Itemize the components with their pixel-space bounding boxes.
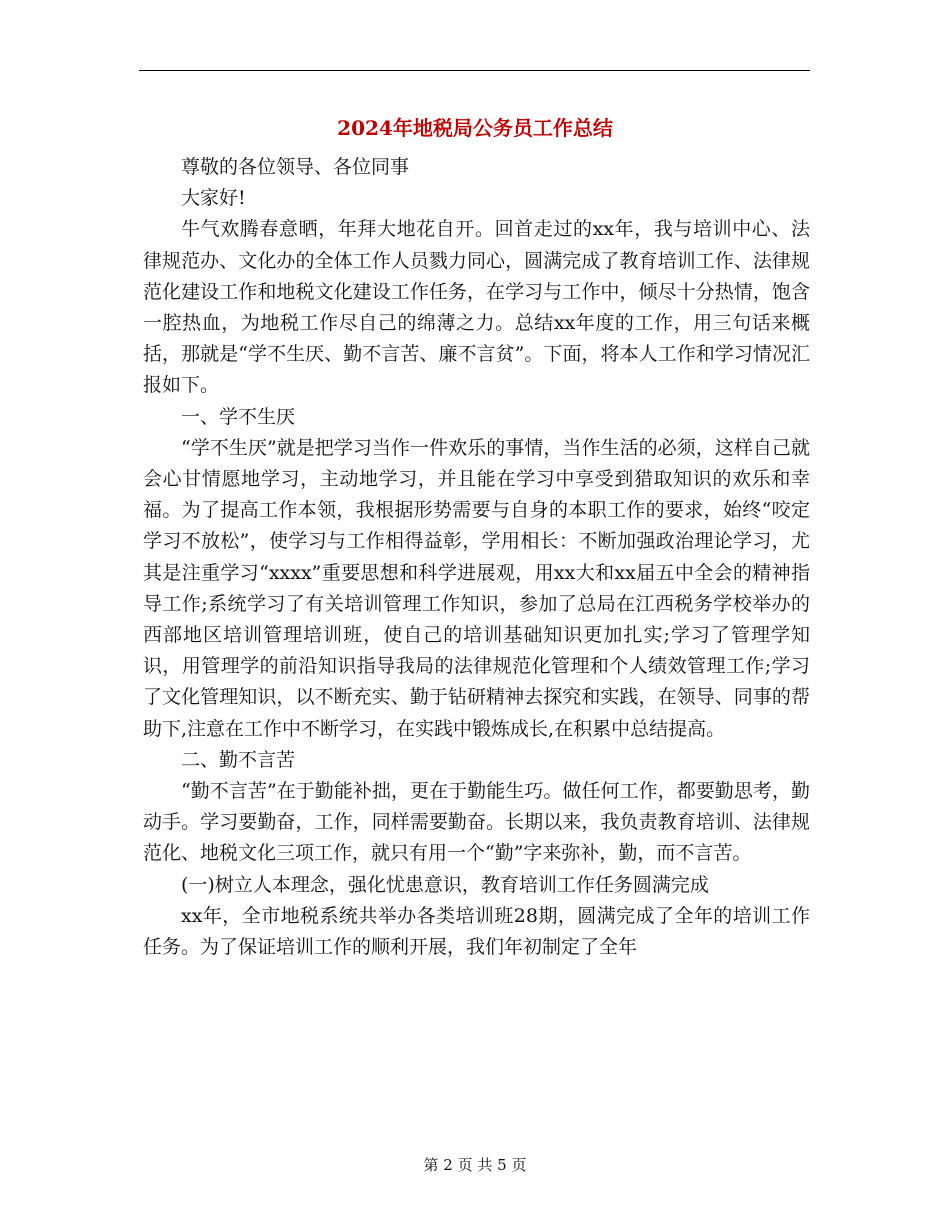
document-body (143, 152, 810, 963)
document-title: 2024年地税局公务员工作总结 (337, 116, 613, 140)
section-heading-1: 一、学不生厌 (181, 405, 296, 428)
salutation-line: 大家好! (181, 187, 246, 210)
intro-paragraph: 牛气欢腾春意晒，年拜大地花自开。回首走过的xx年，我与培训中心、法律规范办、文化办的全体工作人员戮力同心，圆满完成了教育培训工作、法律规范化建设工作和地税文化建设工作任务，在学习与工作中，倾尽十分热情，饱含一腔热血，为地税工作尽自己的绵薄之力。总结xx年度的工作，用三句话来概括，那就是“学不生厌、勤不言苦、廉不言贫”。下面，将本人工作和学习情况汇报如下。 (143, 218, 810, 397)
section-1-paragraph: “学不生厌”就是把学习当作一件欢乐的事情，当作生活的必须，这样自己就会心甘情愿地学习，主动地学习，并且能在学习中享受到猎取知识的欢乐和幸福。为了提高工作本领，我根据形势需要与自身的本职工作的要求，始终“咬定学习不放松”，使学习与工作相得益彰，学用相长：不断加强政治理论学习，尤其是注重学习“xxxx”重要思想和科学进展观，用xx大和xx届五中全会的精神指导工作;系统学习了有关培训管理工作知识，参加了总局在江西税务学校举办的西部地区培训管理培训班，使自己的培训基础知识更加扎实;学习了管理学知识，用管理学的前沿知识指导我局的法律规范化管理和个人绩效管理工作;学习了文化管理知识，以不断充实、勤于钻研精神去探究和实践，在领导、同事的帮助下,注意在工作中不断学习，在实践中锻炼成长,在积累中总结提高。 (143, 436, 810, 740)
section-heading-2: 二、勤不言苦 (181, 748, 296, 771)
greeting-line: 尊敬的各位领导、各位同事 (181, 156, 410, 178)
page-footer: 第 2 页 共 5 页 (423, 1156, 527, 1174)
subsection-1-paragraph: xx年，全市地税系统共举办各类培训班28期，圆满完成了全年的培训工作任务。为了保证培训工作的顺利开展，我们年初制定了全年 (143, 904, 810, 959)
section-2-paragraph: “勤不言苦”在于勤能补拙，更在于勤能生巧。做任何工作，都要勤思考，勤动手。学习要勤奋，工作，同样需要勤奋。长期以来，我负责教育培训、法律规范化、地税文化三项工作，就只有用一个“勤”字来弥补，勤，而不言苦。 (143, 780, 810, 865)
header-rule (139, 70, 810, 71)
subsection-heading-1: (一)树立人本理念，强化忧患意识，教育培训工作任务圆满完成 (181, 873, 709, 896)
